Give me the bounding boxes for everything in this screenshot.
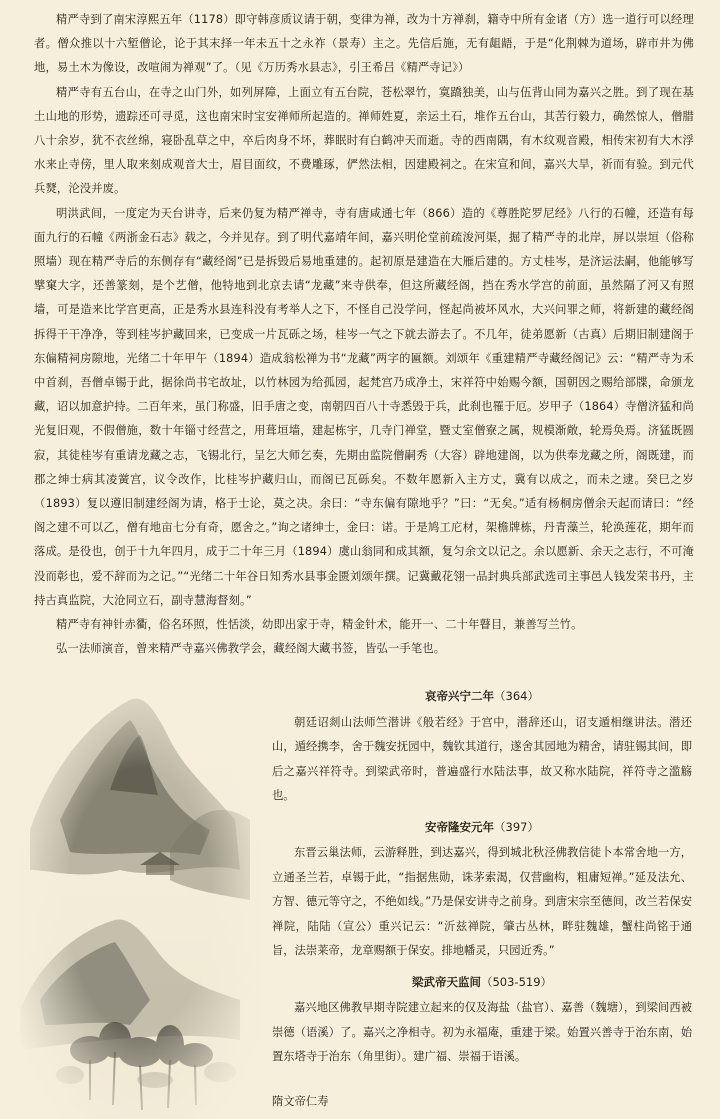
paragraph: 精严寺有神针赤衢，俗名环照，性恬淡，幼即出家于寺，精金针术，能开一、二十年瞽目，兼善写兰竹。 [56, 618, 583, 632]
section-title-text: 哀帝兴宁二年 [425, 689, 495, 703]
section-year: （364） [494, 689, 539, 703]
section-text: 朝廷诏剡山法师竺潜讲《般若经》于宫中，潜辞还山，诏支遁相继讲法。潜还山，遁经携李，舍于魏安抚园中，魏钦其道行，遂舍其园地为精舍，请驻锡其间，即后之嘉兴祥符寺。到梁武帝时，普遍盛行水陆法事，故又称水陆院，祥符寺之滥觞也。 [272, 715, 692, 802]
chronicle-column [272, 680, 692, 1076]
main-text-block [34, 8, 694, 661]
section-title-text: 安帝隆安元年 [425, 819, 495, 834]
trailing-heading: 隋文帝仁寿 [272, 1095, 329, 1108]
chronicle-section [272, 970, 692, 1070]
chronicle-section [272, 815, 692, 964]
section-title-text: 梁武帝天监间 [411, 974, 481, 989]
section-year: （503-519） [480, 974, 553, 989]
section-year: （397） [494, 819, 539, 834]
section-text: 东晋云巢法师，云游释胜，到达嘉兴，得到城北秋泾佛教信徒卜本常舍地一方，立通圣兰若，卓锡于此，“指据焦勋，诛茅索渴，仅营幽构，粗庸短禅。”延及法允、方智、德元等守之，不绝如线。”乃是保安讲寺之前身。到唐宋宗至德间，改兰若保安禅院，陆陆（宣公）重兴记云：“沂兹禅院，肇古丛林，畔驻魏雄，蟹柱尚铭于通旨，法崇莱帝，龙章赐额于保安。排地幡灵，只园近秀。” [272, 846, 692, 957]
paragraph: 明洪武间，一度定为天台讲寺，后来仍复为精严禅寺，寺有唐咸通七年（866）造的《尊胜陀罗尼经》八行的石幢，还造有每面九行的石幢《两浙金石志》载之，今并见存。到了明代嘉靖年间，嘉兴明伦堂前疏浚河渠，掘了精严寺的北岸，屏以崇垣（俗称照墙）现在精严寺后的东侧存有“藏经阁”已是拆毁后易地重建的。起初原是建造在大雁后建的。方丈桂岑，是济运法嗣，他能够写擘窠大字，还善篆刻，是个艺僧，他特地到北京去请“龙藏”来寺供奉，但这所藏经阁，挡在秀水学宫的前面，虽然隔了河又有照墙，可是造来比学宫更高，正是秀水县连科没有考举人之下，不怪自己没学问，怪起尚被坏风水，大兴问罪之师，将新建的藏经阁拆得干干净净，等到桂岑护藏回来，已变成一片瓦砾之场，桂岑一气之下就去游去了。不几年，徒弟愿新（古真）后期旧制建阁于东偏精祠房隙地，光绪二十年甲午（1894）造成翁松禅为书“龙藏”两字的匾额。刘颂年《重建精严寺藏经阁记》云：“精严寺为禾中首刹，吾僧卓锡于此，据徐尚书宅故址，以竹林园为给孤园，起梵宫乃成净土，宋祥符中始赐今额，国朝因之赐给部牒，命颁龙藏，诏以加意护持。二百年来，虽门称盛，旧手唐之变，南朝四百八十寺悉毁于兵，此刹也罹于厄。岁甲子（1864）寺僧济猛和尚光复旧观，不假僧施，数十年锱寸经营之，用葺垣墙，建起栋宇，几寺门禅堂，暨丈室僧寮之属，规模渐敞，轮焉奂焉。济猛既圆寂，其徒桂岑有重请龙藏之志，飞锡北行，呈乞大师乞奏，先期由监院僧嗣秀（大容）辟地建阁，以为供奉龙藏之所，阁既建，而郡之绅士病其凌黉宫，议令改作，比桂岑护藏归山，而阁已瓦砾矣。不数年愿新入主方丈，冀有以成之，而未之逮。癸巳之岁（1893）复以遵旧制建经阁为请，格于士论，莫之决。余曰：“寺东偏有隙地乎？”曰：“无矣。”适有杨桐房僧余天起而请曰：“经阁之建不可以乙，僧有地亩七分有奇，愿舍之。”询之诸绅士，金曰：诺。于是鸠工庀材，架檐牌栋，丹青藻兰，轮涣莲花，期年而落成。是役也，创于十九年四月，成于二十年三月（1894）虞山翁同和成其额，复匀余文以记之。余以愿新、余天之志行，不可淹没而彰也，爱不辞而为之记。”“光绪二十年谷日知秀水县事金匮刘颂年撰。记冀戴花翎一品封典兵部武选司主事邑人钱发荣书丹，主持古真监院，大沧同立石，副寺慧海督刻。” [34, 206, 694, 607]
section-text: 嘉兴地区佛教早期寺院建立起来的仅及海盐（盐官）、嘉善（魏塘），到梁间西被崇德（语溪）了。嘉兴之净相寺。初为永福庵，重建于梁。始置兴善寺于治东南，始置东塔寺于治东（角里街）。建广福、崇福于语溪。 [272, 1001, 692, 1063]
landscape-painting [20, 680, 260, 1119]
paragraph: 精严寺有五台山，在寺之山门外，如列屏障，上面立有五台院，苍松翠竹，寞蹻独美，山与伍背山同为嘉兴之胜。到了现在基土山地的形势，遗踪还可寻觅，这也南宋时宝安禅师所起造的。禅师姓夏，亲运土石，堆作五台山，其苦行毅力，确然惊人，僧腊八十余岁，犹不衣丝绵，寝卧乱草之中，卒后肉身不坏，葬眠时有白鹤冲天而逝。寺的西南隅，有木纹观音殿，相传宋初有大木浮水来止寺傍，里人取来刻成观音大士，眉目面纹，不费雕琢，俨然法相，因建殿祠之。在宋宣和间，嘉兴大旱，祈而有验。到元代兵燹，沦没并废。 [34, 85, 694, 196]
section-title [272, 815, 692, 840]
section-title [272, 970, 692, 995]
section-title [272, 684, 692, 709]
chronicle-section [272, 684, 692, 809]
paragraph: 弘一法师演音，曾来精严寺嘉兴佛教学会，藏经阁大藏书签，皆弘一手笔也。 [56, 642, 446, 656]
paragraph: 精严寺到了南宋淳熙五年（1178）即守韩彦质议请于朝，变律为禅，改为十方禅刹，籍寺中所有金诸（方）选一道行可以经理者。僧众推以十六堑僧论，论于其末择一年未五十之永祚（景寿）主之。先信后施，无有龃龉，于是“化荆棘为道场，辟市井为佛地，易土木为像设，改喧闹为禅观”了。（见《万历秀水县志》，引王希吕《精严寺记》） [34, 13, 694, 75]
